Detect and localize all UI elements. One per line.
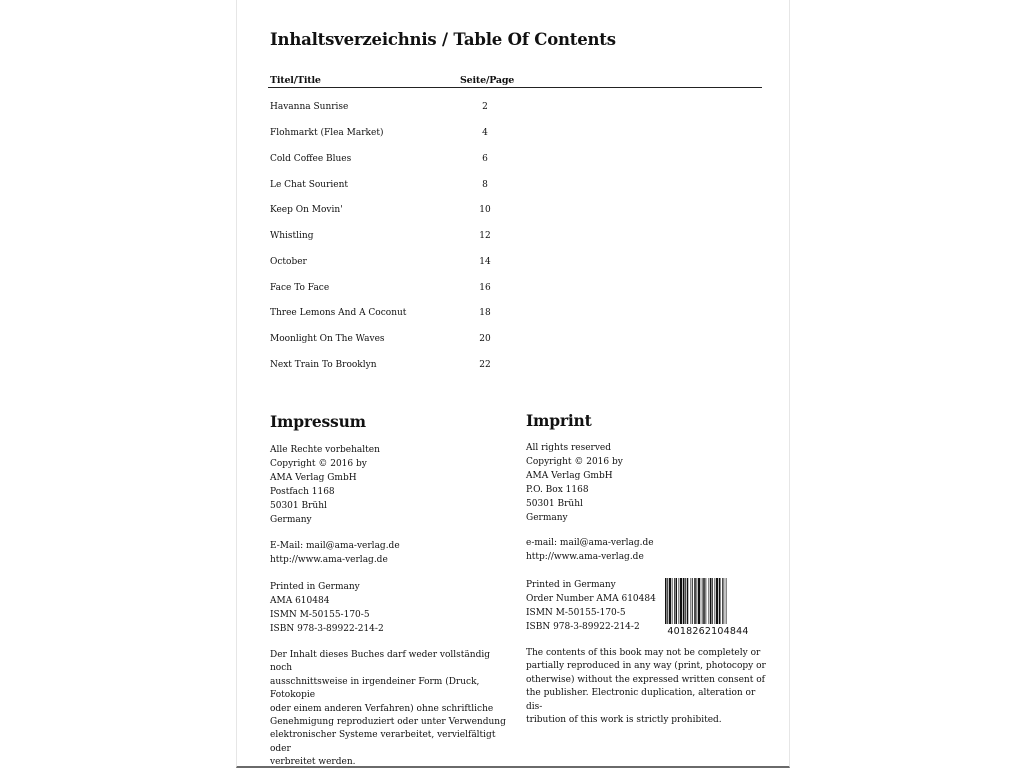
barcode-bar xyxy=(722,578,723,624)
imprint-notice-line: otherwise) without the expressed written consent of xyxy=(526,674,765,685)
barcode-bar xyxy=(685,578,686,624)
toc-entry-page: 14 xyxy=(479,257,491,267)
impressum-notice-line: verbreitet werden. xyxy=(270,757,356,768)
toc-heading: Inhaltsverzeichnis / Table Of Contents xyxy=(270,30,616,49)
toc-column-title: Titel/Title xyxy=(270,75,321,86)
imprint-code-line: ISMN M-50155-170-5 xyxy=(526,607,626,618)
toc-entry xyxy=(270,308,510,322)
impressum-address xyxy=(270,444,380,527)
toc-entry-page: 4 xyxy=(482,128,488,138)
toc-entry xyxy=(270,154,510,168)
toc-entry-title: Havanna Sunrise xyxy=(270,102,349,112)
impressum-notice-line: ausschnittsweise in irgendeiner Form (Druck, Fotokopie xyxy=(270,676,480,701)
barcode-bar xyxy=(691,578,692,624)
imprint-website: http://www.ama-verlag.de xyxy=(526,551,644,562)
barcode-bar xyxy=(710,578,712,624)
toc-entry-title: Flohmarkt (Flea Market) xyxy=(270,128,384,138)
toc-entry-title: Moonlight On The Waves xyxy=(270,334,385,344)
barcode-bar xyxy=(669,578,671,624)
impressum-heading: Impressum xyxy=(270,412,366,431)
toc-entry-page: 6 xyxy=(482,154,488,164)
imprint-code-line: Order Number AMA 610484 xyxy=(526,593,656,604)
impressum-contact xyxy=(270,540,400,568)
impressum-address-line: Copyright © 2016 by xyxy=(270,458,367,469)
toc-entry xyxy=(270,128,510,142)
impressum-notice-line: elektronischer Systeme verarbeitet, vervielfältigt oder xyxy=(270,730,496,754)
toc-entry-title: Whistling xyxy=(270,231,314,241)
toc-entry-title: October xyxy=(270,257,307,267)
toc-entry xyxy=(270,257,510,271)
toc-entry-title: Three Lemons And A Coconut xyxy=(270,308,407,318)
toc-entry-title: Le Chat Sourient xyxy=(270,180,348,190)
imprint-address xyxy=(526,442,623,525)
barcode-bar xyxy=(726,578,727,624)
impressum-address-line: AMA Verlag GmbH xyxy=(270,472,357,483)
toc-entry-title: Keep On Movin' xyxy=(270,205,343,215)
impressum-address-line: 50301 Brühl xyxy=(270,500,327,511)
impressum-codes xyxy=(270,581,384,637)
toc-entry-page: 16 xyxy=(479,283,491,293)
impressum-notice-line: Genehmigung reproduziert oder unter Verwendung xyxy=(270,717,506,728)
imprint-address-line: P.O. Box 1168 xyxy=(526,484,589,495)
toc-entry-page: 2 xyxy=(482,102,488,112)
imprint-notice-line: the publisher. Electronic duplication, alteration or dis- xyxy=(526,688,756,712)
barcode-bar xyxy=(703,578,705,624)
barcode-bar xyxy=(674,578,675,624)
barcode-bar xyxy=(698,578,700,624)
toc-header-rule xyxy=(268,87,762,88)
toc-entry xyxy=(270,180,510,194)
barcode-bar xyxy=(676,578,678,624)
barcode-bar xyxy=(697,578,698,624)
imprint-notice xyxy=(526,647,766,727)
barcode-bar xyxy=(694,578,696,624)
toc-entry xyxy=(270,102,510,116)
impressum-code-line: Printed in Germany xyxy=(270,582,360,592)
barcode-bar xyxy=(692,578,693,624)
barcode-bar xyxy=(712,578,713,624)
barcode-bar xyxy=(680,578,682,624)
imprint-notice-line: partially reproduced in any way (print, photocopy or xyxy=(526,661,766,672)
impressum-notice xyxy=(270,649,510,770)
toc-entry-title: Cold Coffee Blues xyxy=(270,154,352,164)
imprint-code-line: ISBN 978-3-89922-214-2 xyxy=(526,621,640,632)
impressum-code-line: ISBN 978-3-89922-214-2 xyxy=(270,623,384,634)
barcode-icon xyxy=(664,578,752,626)
toc-entry xyxy=(270,360,510,374)
barcode-bar xyxy=(687,578,689,624)
barcode xyxy=(664,578,752,640)
toc-entry-page: 18 xyxy=(479,308,491,318)
imprint-address-line: Germany xyxy=(526,512,568,523)
imprint-address-line: All rights reserved xyxy=(526,443,611,453)
barcode-bar xyxy=(672,578,673,624)
barcode-bar xyxy=(665,578,667,624)
barcode-bar xyxy=(679,578,680,624)
impressum-address-line: Germany xyxy=(270,514,312,525)
barcode-bar xyxy=(667,578,668,624)
toc-entry xyxy=(270,231,510,245)
barcode-bar xyxy=(683,578,685,624)
impressum-notice-line: Der Inhalt dieses Buches darf weder vollständig noch xyxy=(270,650,490,674)
toc-entry-page: 22 xyxy=(479,360,491,370)
toc-entry-page: 20 xyxy=(479,334,491,344)
barcode-number: 4018262104844 xyxy=(667,626,749,637)
barcode-bar xyxy=(719,578,721,624)
impressum-address-line: Alle Rechte vorbehalten xyxy=(270,445,380,455)
toc-entry xyxy=(270,205,510,219)
imprint-notice-line: tribution of this work is strictly prohibited. xyxy=(526,715,722,726)
toc-entry-title: Face To Face xyxy=(270,283,330,293)
impressum-code-line: AMA 610484 xyxy=(270,595,330,606)
imprint-contact xyxy=(526,537,654,565)
toc-entry-page: 12 xyxy=(479,231,491,241)
barcode-bar xyxy=(702,578,703,624)
barcode-bar xyxy=(709,578,710,624)
imprint-codes xyxy=(526,579,656,635)
toc-entry-page: 8 xyxy=(482,180,488,190)
barcode-bar xyxy=(724,578,725,624)
imprint-address-line: AMA Verlag GmbH xyxy=(526,470,613,481)
imprint-email: e-mail: mail@ama-verlag.de xyxy=(526,538,654,548)
imprint-notice-line: The contents of this book may not be completely or xyxy=(526,648,761,658)
impressum-website: http://www.ama-verlag.de xyxy=(270,554,388,565)
toc-entry-page: 10 xyxy=(479,205,491,215)
imprint-address-line: Copyright © 2016 by xyxy=(526,456,623,467)
toc-entry xyxy=(270,334,510,348)
toc-column-page: Seite/Page xyxy=(460,75,515,86)
barcode-bar xyxy=(715,578,716,624)
toc-entry xyxy=(270,283,510,297)
impressum-code-line: ISMN M-50155-170-5 xyxy=(270,609,370,620)
imprint-address-line: 50301 Brühl xyxy=(526,498,583,509)
impressum-address-line: Postfach 1168 xyxy=(270,486,335,497)
impressum-notice-line: oder einem anderen Verfahren) ohne schriftliche xyxy=(270,703,494,714)
toc-entry-title: Next Train To Brooklyn xyxy=(270,360,377,370)
barcode-bar xyxy=(716,578,718,624)
imprint-heading: Imprint xyxy=(526,411,592,430)
imprint-code-line: Printed in Germany xyxy=(526,580,616,590)
barcode-bar xyxy=(706,578,707,624)
impressum-email: E-Mail: mail@ama-verlag.de xyxy=(270,541,400,551)
